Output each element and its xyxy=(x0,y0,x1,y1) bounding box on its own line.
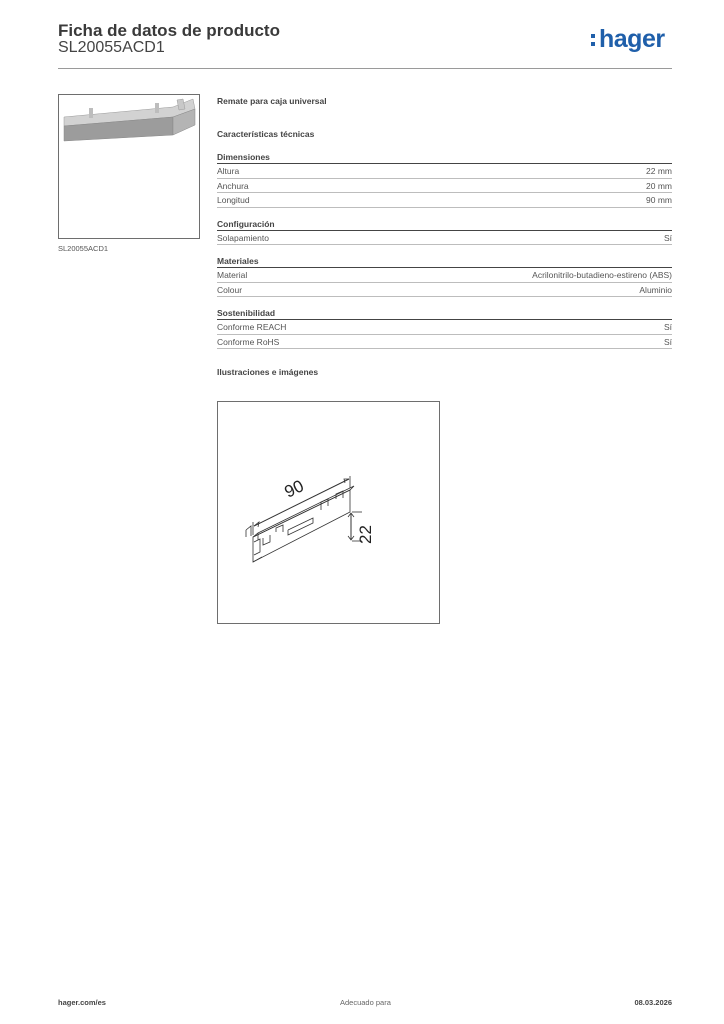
spec-column xyxy=(217,96,672,377)
header-divider xyxy=(58,68,672,69)
height-dimension-label: 22 xyxy=(356,525,375,544)
product-photo-icon xyxy=(59,95,199,238)
row-label: Material xyxy=(217,270,248,280)
row-label: Longitud xyxy=(217,195,250,205)
row-value: Acrilonitrilo-butadieno-estireno (ABS) xyxy=(532,270,672,280)
section-title: Sostenibilidad xyxy=(217,307,672,320)
logo-text: hager xyxy=(599,25,665,53)
section-configuration xyxy=(217,218,672,246)
table-row xyxy=(217,320,672,335)
row-label: Anchura xyxy=(217,180,249,191)
footer-date: 08.03.2026 xyxy=(634,998,672,1007)
specs-heading: Características técnicas xyxy=(217,129,315,139)
logo-mark-icon xyxy=(591,34,595,50)
footer-center-text: Adecuado para xyxy=(340,998,391,1007)
section-title: Materiales xyxy=(217,255,672,268)
illustrations-heading: Ilustraciones e imágenes xyxy=(217,367,319,377)
row-label: Conforme RoHS xyxy=(217,336,280,347)
table-row xyxy=(217,179,672,194)
row-label: Conforme REACH xyxy=(217,322,287,332)
thumbnail-caption: SL20055ACD1 xyxy=(58,244,109,253)
section-title: Configuración xyxy=(217,218,672,231)
section-title: Dimensiones xyxy=(217,151,672,164)
product-thumbnail[interactable] xyxy=(58,94,200,239)
row-value: 22 mm xyxy=(646,166,672,176)
dimension-drawing[interactable] xyxy=(217,401,440,624)
website-link[interactable]: hager.com/es xyxy=(58,998,106,1007)
table-row xyxy=(217,193,672,208)
row-value: 90 mm xyxy=(646,195,672,205)
row-value: Sí xyxy=(663,336,672,347)
row-value: 20 mm xyxy=(646,180,672,191)
table-row xyxy=(217,164,672,179)
row-label: Solapamiento xyxy=(217,232,269,243)
section-materials xyxy=(217,255,672,297)
section-sustainability xyxy=(217,307,672,349)
page-title: Ficha de datos de producto xyxy=(58,21,280,40)
section-dimensions xyxy=(217,151,672,208)
row-label: Altura xyxy=(217,166,240,176)
row-value: Aluminio xyxy=(639,284,672,295)
table-row xyxy=(217,231,672,246)
length-dimension-label: 90 xyxy=(281,476,307,502)
product-code: SL20055ACD1 xyxy=(58,39,165,56)
row-value: Sí xyxy=(663,322,672,332)
table-row xyxy=(217,283,672,298)
product-name: Remate para caja universal xyxy=(217,96,327,106)
table-row xyxy=(217,335,672,350)
row-value: Sí xyxy=(663,232,672,243)
row-label: Colour xyxy=(217,284,243,295)
dimension-drawing-icon xyxy=(218,402,439,623)
table-row xyxy=(217,268,672,283)
